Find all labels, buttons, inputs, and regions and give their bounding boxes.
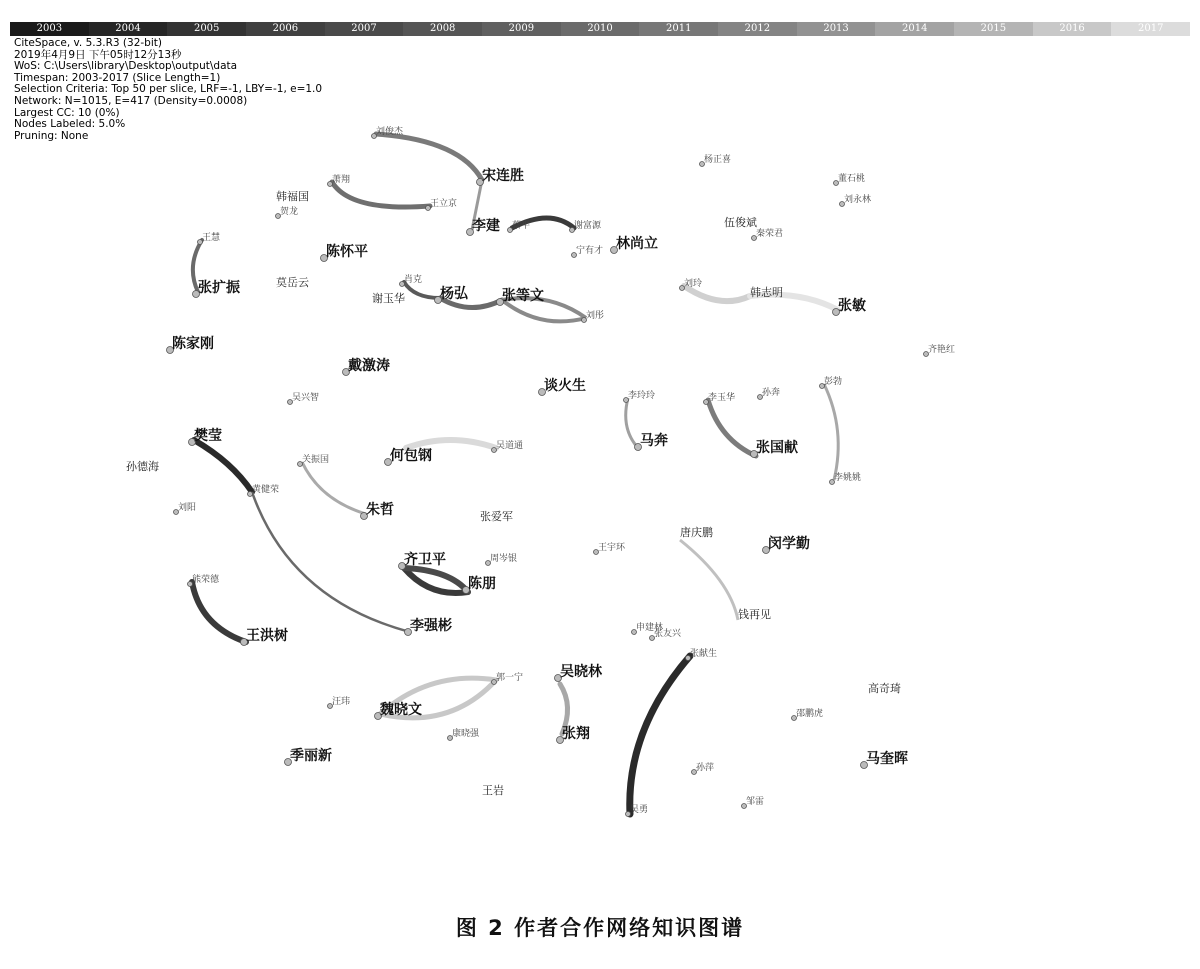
timeline-year-2016: 2016 [1033,22,1112,36]
timeline-year-2012: 2012 [718,22,797,36]
author-node-label: 周岑银 [490,554,518,564]
author-node-label: 宋连胜 [482,168,524,184]
author-node-label: 唐庆鹏 [680,526,713,539]
author-node-label: 吴勇 [630,805,649,815]
timeline-year-2011: 2011 [639,22,718,36]
author-node-label: 王立京 [430,199,458,209]
timeline-year-2004: 2004 [89,22,168,36]
author-node-label: 李玉华 [708,393,736,403]
author-node-label: 韩志明 [750,286,783,299]
author-node-label: 申建林 [636,623,664,633]
author-node-label: 魏晓文 [380,702,422,718]
author-node-label: 张翔 [562,726,590,742]
author-node-label: 马奎晖 [866,751,908,767]
info-line: Pruning: None [14,129,89,142]
author-node-label: 何包钢 [390,448,432,464]
author-node-label: 吴兴智 [292,393,320,403]
author-node-label: 吴晓林 [560,664,602,680]
timeline-year-2003: 2003 [10,22,89,36]
network-link [680,540,738,620]
author-node-label: 邹雷 [746,797,765,807]
timeline-year-2015: 2015 [954,22,1033,36]
info-line: Network: N=1015, E=417 (Density=0.0008) [14,94,248,107]
author-node-label: 齐艳红 [928,345,956,355]
network-link [376,134,482,180]
author-node-label: 彭勃 [824,377,843,387]
author-node-label: 熊荣德 [192,575,220,585]
network-node-labels [126,125,955,817]
author-node-label: 张等文 [502,288,544,304]
timeline-year-2013: 2013 [797,22,876,36]
network-link [332,182,430,207]
timeline-year-2008: 2008 [403,22,482,36]
author-node-label: 蔡平 [512,221,531,231]
timeline-year-2009: 2009 [482,22,561,36]
author-node-label: 伍俊斌 [724,216,757,229]
author-node-label: 莫岳云 [276,276,309,289]
network-link [708,400,756,456]
author-node-label: 季丽新 [290,748,332,764]
author-node-label: 贺龙 [280,207,299,217]
author-node-label: 郭一宁 [496,673,524,683]
info-line: CiteSpace, v. 5.3.R3 (32-bit) [14,37,162,49]
author-node-label: 谢富源 [574,221,602,231]
info-line: 2019年4月9日 下午05时12分13秒 [14,48,182,61]
author-node-label: 谢玉华 [372,292,405,305]
author-node-label: 樊莹 [194,428,222,444]
info-line: Selection Criteria: Top 50 per slice, LRF=-1, LBY=-1, e=1.0 [14,83,323,96]
timeline-year-2014: 2014 [875,22,954,36]
author-node-label: 孙德海 [126,460,159,473]
author-node-label: 黄健荣 [252,485,280,495]
author-node-label: 杨弘 [440,286,468,302]
author-node-label: 闵学勤 [768,536,810,552]
author-node-label: 刘玲 [684,279,703,289]
author-node-label: 谈火生 [544,378,586,394]
network-link [192,582,246,642]
author-node-label: 邵鹏虎 [796,709,824,719]
author-node-label: 王宇环 [598,543,626,553]
author-node-label: 韩福国 [276,190,309,203]
author-node-label: 张敏 [838,298,866,314]
author-node-label: 戴激涛 [348,358,390,374]
network-links [192,134,838,814]
timeline-year-2005: 2005 [167,22,246,36]
timeline-year-2017: 2017 [1111,22,1190,36]
author-node-label: 杨正喜 [704,155,732,165]
network-link [302,462,366,514]
timeline-year-2010: 2010 [561,22,640,36]
timeline-year-2006: 2006 [246,22,325,36]
timeline-year-2007: 2007 [325,22,404,36]
author-node-label: 宁有才 [576,246,604,256]
author-node-label: 肖克 [404,275,423,285]
info-line: Nodes Labeled: 5.0% [14,118,126,131]
network-link [194,440,252,492]
author-node-label: 马奔 [640,433,668,449]
network-link [824,384,838,480]
author-node-label: 李姚姚 [834,473,862,483]
author-node-label: 张扩振 [198,280,240,296]
author-node-label: 王慧 [202,233,221,243]
author-node-label: 秦荣君 [756,229,784,239]
info-line: Timespan: 2003-2017 (Slice Length=1) [14,71,221,84]
author-node-label: 高奇琦 [868,682,901,695]
author-node-label: 刘彤 [586,311,605,321]
author-node-label: 陈朋 [468,576,496,592]
author-node-label: 刘永林 [844,195,872,205]
author-node-label: 吴道通 [496,441,524,451]
author-node-label: 刘阳 [178,503,197,513]
author-node-label: 张友兴 [654,629,682,639]
network-link [630,656,690,814]
author-node-label: 陈怀平 [326,244,368,260]
author-node-label: 关振国 [302,455,330,465]
author-node-label: 林尚立 [616,236,658,252]
author-node-label: 李玲玲 [628,391,656,401]
author-node-label: 萧翔 [332,175,351,185]
author-node-label: 王洪树 [246,628,288,644]
author-node-label: 朱哲 [366,502,394,518]
author-node-label: 王岩 [482,784,504,797]
author-node-label: 李强彬 [410,618,452,634]
info-line: WoS: C:\Users\library\Desktop\output\data [14,60,238,73]
author-node-label: 康晓强 [452,729,480,739]
author-node-label: 陈家刚 [172,336,214,352]
author-node-label: 张爱军 [480,510,513,523]
author-node-label: 李建 [472,218,500,234]
figure-caption: 图 2 作者合作网络知识图谱 [455,916,745,940]
author-node-label: 齐卫平 [404,552,446,568]
network-link [406,440,496,448]
author-node-label: 孙奔 [762,388,781,398]
author-node-label: 刘俊杰 [376,127,404,137]
author-node-label: 汪玮 [332,697,351,707]
author-node-label: 董石桃 [838,174,866,184]
network-link [626,398,640,450]
author-node-label: 张献生 [690,649,718,659]
author-node-label: 钱再见 [738,608,771,621]
author-node-label: 张国献 [756,440,798,456]
info-line: Largest CC: 10 (0%) [14,106,120,119]
author-node-label: 孙萍 [696,763,715,773]
